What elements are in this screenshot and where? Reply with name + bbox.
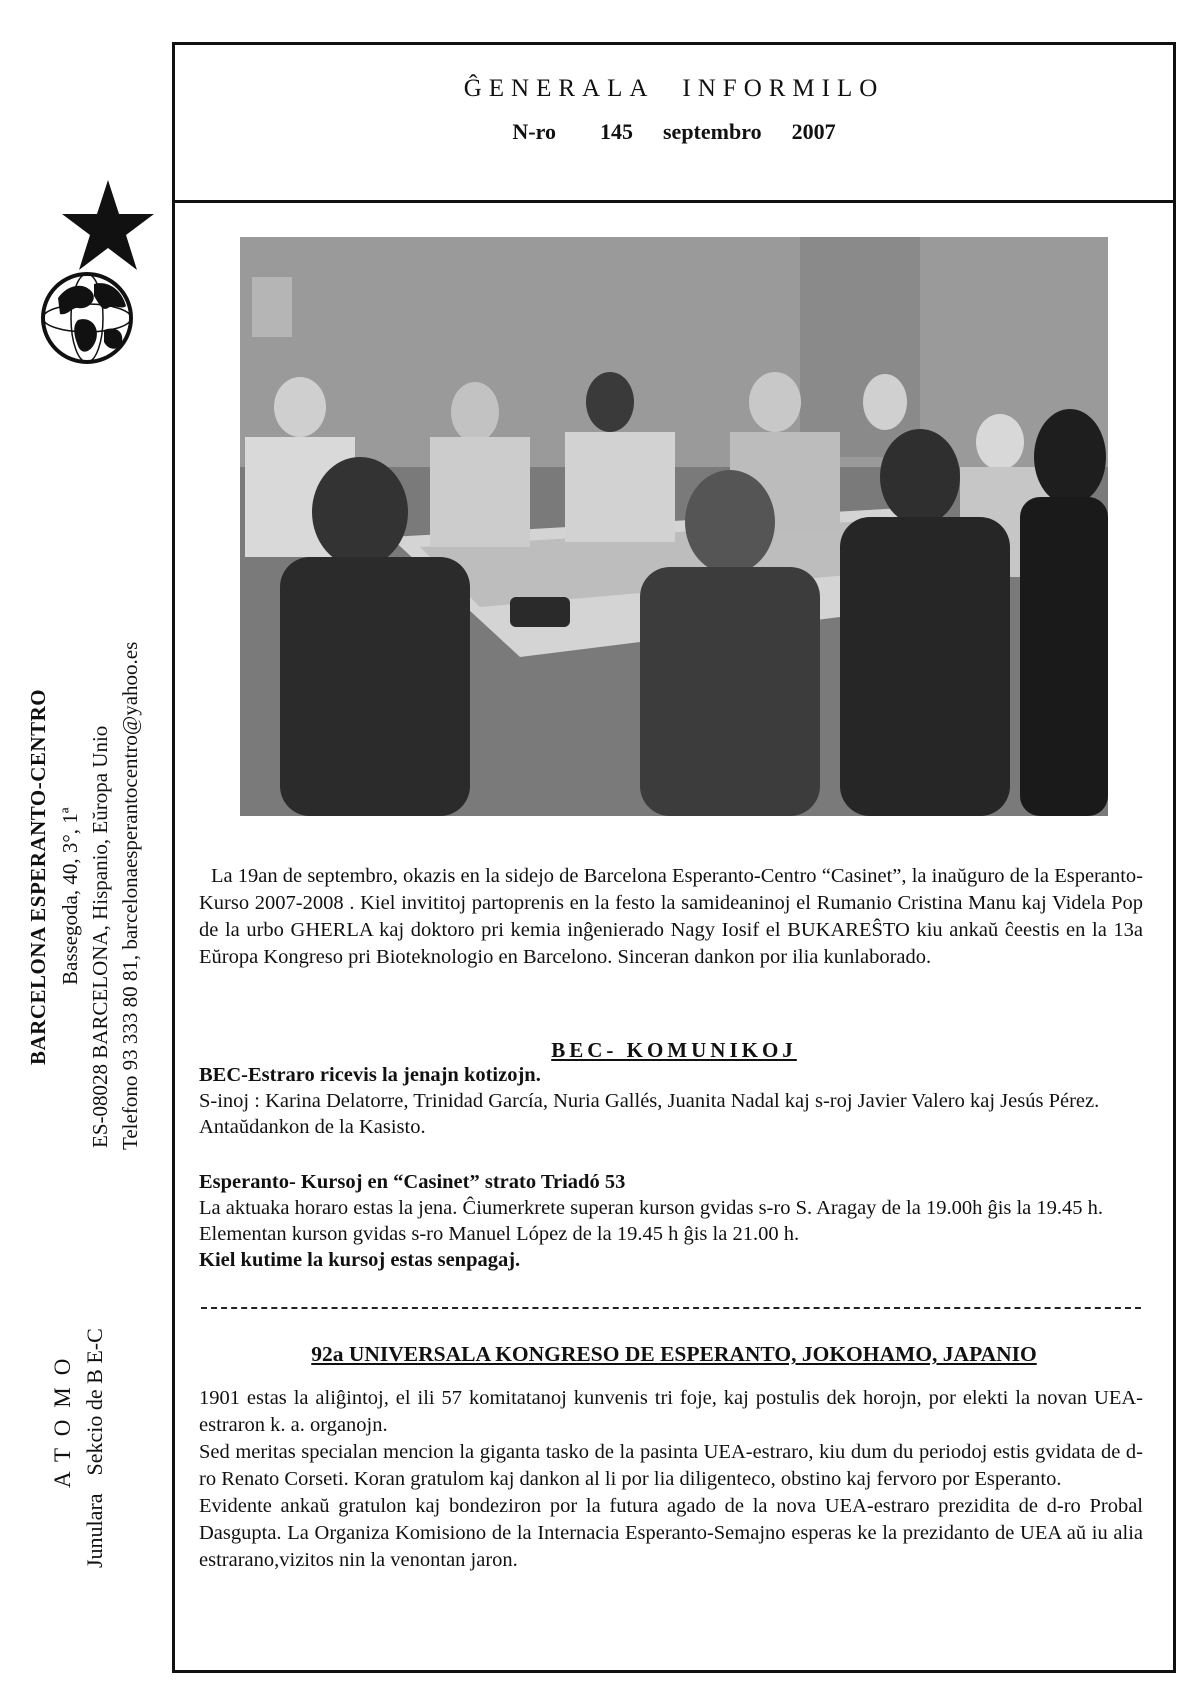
kongreso-title: 92a UNIVERSALA KONGRESO DE ESPERANTO, JOKOHAMO, JAPANIO bbox=[311, 1342, 1037, 1366]
kongreso-paragraph-3: Evidente ankaŭ gratulon kaj bondeziron por la futura agado de la nova UEA-estraro prezidita de d-ro Probal Dasgupta. La Organiza Komisiono de la Internacia Esperanto-Semajno esperas ke la prezidanto de UEA aŭ iu alia estrarano,vizitos nin la venontan jaron. bbox=[199, 1495, 1143, 1571]
newsletter-frame bbox=[172, 42, 1176, 1673]
issue-line bbox=[175, 119, 1173, 145]
news-kursoj-heading: Esperanto- Kursoj en “Casinet” strato Triadó 53 bbox=[199, 1171, 626, 1193]
komunikoj-title: BEC- KOMUNIKOJ bbox=[551, 1038, 797, 1062]
sidebar-subtitle-part2: Sekcio de B E-C bbox=[82, 1328, 107, 1476]
sidebar-subtitle-part1: Junulara bbox=[82, 1493, 107, 1568]
masthead-title bbox=[175, 75, 1173, 103]
news-kotizoj bbox=[199, 1062, 1143, 1140]
sidebar-address-line2: ES-08028 BARCELONA, Hispanio, Eŭropa Unio bbox=[88, 725, 112, 1148]
sidebar-subtitle bbox=[82, 1328, 108, 1568]
kongreso-body bbox=[199, 1385, 1143, 1574]
masthead-word2: INFORMILO bbox=[682, 75, 885, 102]
news-kotizoj-heading: BEC-Estraro ricevis la jenajn kotizojn. bbox=[199, 1064, 541, 1086]
sidebar-organization: BARCELONA ESPERANTO-CENTRO bbox=[26, 688, 50, 1065]
masthead-word1: ĜENERALA bbox=[463, 75, 655, 102]
kongreso-paragraph-2: Sed meritas specialan mencion la giganta tasko de la pasinta UEA-estraro, kiu dum du periodoj estis gvidata de d-ro Renato Corseti. Koran gratulom kaj dankon al li por lia diligenteco, obstino kaj fervoro por Esperanto. bbox=[199, 1441, 1143, 1490]
issue-year: 2007 bbox=[791, 119, 836, 144]
kongreso-paragraph-1: 1901 estas la aliĝintoj, el ili 57 komitatanoj kunvenis tri foje, kaj postulis dek horojn, por elekti la novan UEA-estraron k. a. organojn. bbox=[199, 1387, 1143, 1436]
newsletter-header bbox=[175, 45, 1173, 203]
sidebar-address-line1: Bassegoda, 40, 3°, 1ª bbox=[58, 807, 82, 985]
news-kursoj bbox=[199, 1169, 1143, 1273]
sidebar-atomo: ATOMO bbox=[50, 1346, 75, 1488]
issue-number: 145 bbox=[600, 119, 633, 144]
meeting-photo bbox=[240, 237, 1108, 816]
intro-paragraph: La 19an de septembro, okazis en la sidejo de Barcelona Esperanto-Centro “Casinet”, la inaŭguro de la Esperanto-Kurso 2007-2008 . Kiel invititoj partoprenis en la festo la samideaninoj el Rumanio Cristina Manu kaj Videla Pop de la urbo GHERLA kaj doktoro pri kemia inĝenierado Nagy Iosif el BUKAREŜTO kiu ankaŭ ĉeestis en la 13a Eŭropa Kongreso pri Bioteknologio en Barcelono. Sinceran dankon por ilia kunlaborado. bbox=[199, 865, 1143, 968]
news-kotizoj-text: S-inoj : Karina Delatorre, Trinidad García, Nuria Gallés, Juanita Nadal kaj s-roj Javier Valero kaj Jesús Pérez. Antaŭdankon de la Kasisto. bbox=[199, 1090, 1100, 1138]
section-divider bbox=[201, 1307, 1141, 1309]
sidebar-contact: Telefono 93 333 80 81, barcelonaesperantocentro@yahoo.es bbox=[118, 641, 142, 1150]
issue-prefix: N-ro bbox=[512, 119, 556, 144]
star-globe-logo-icon bbox=[38, 180, 168, 370]
news-kursoj-text: La aktuaka horaro estas la jena. Ĉiumerkrete superan kurson gvidas s-ro S. Aragay de la 19.00h ĝis la 19.45 h. Elementan kurson gvidas s-ro Manuel López de la 19.45 h ĝis la 21.00 h. bbox=[199, 1197, 1104, 1245]
news-kursoj-note: Kiel kutime la kursoj estas senpagaj. bbox=[199, 1249, 521, 1271]
issue-month: septembro bbox=[663, 119, 762, 144]
